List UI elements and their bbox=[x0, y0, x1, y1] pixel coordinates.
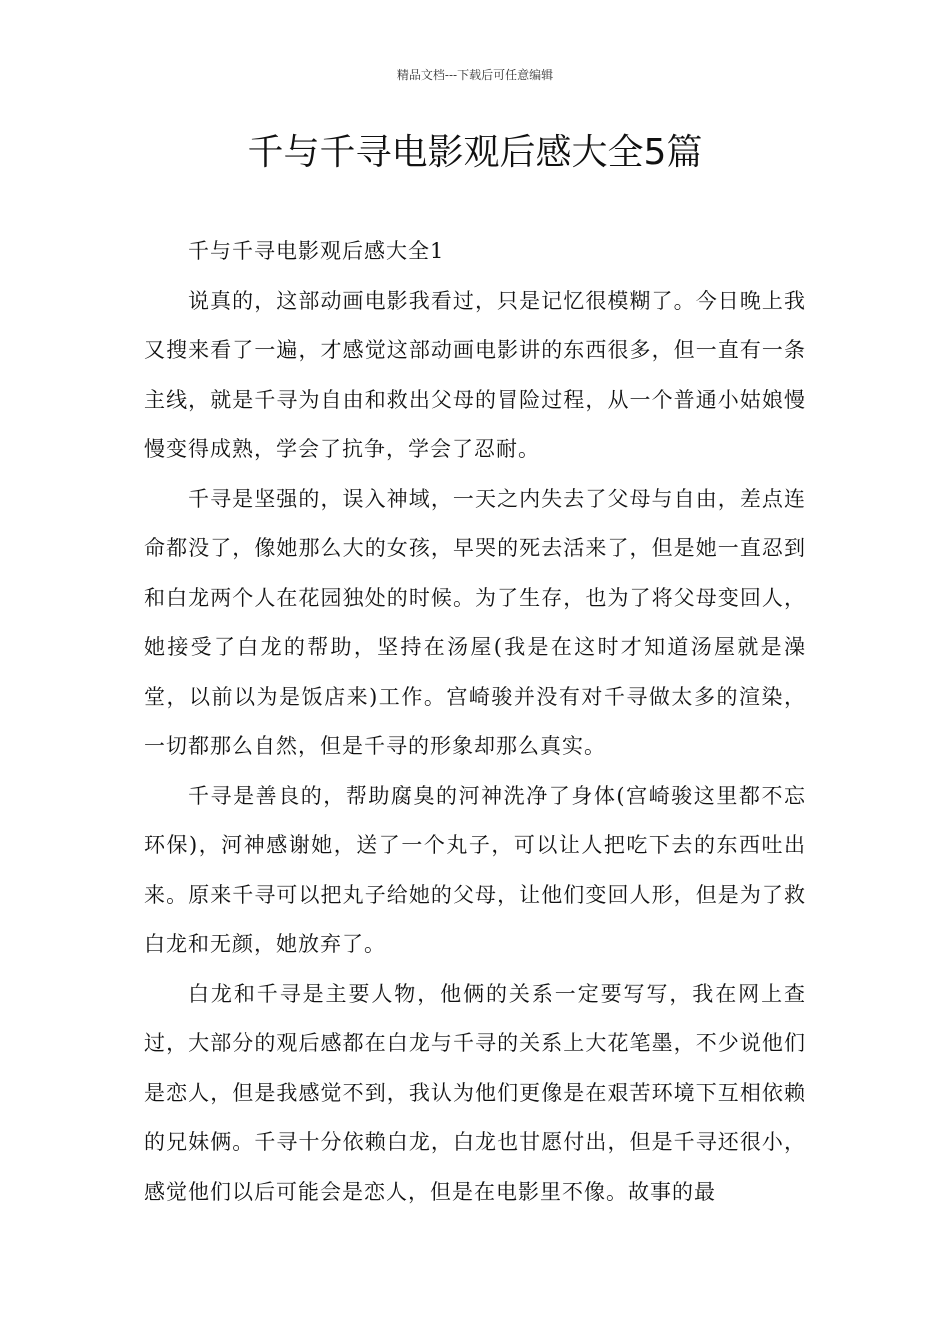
header-note: 精品文档---下载后可任意编辑 bbox=[396, 68, 554, 82]
section-heading: 千与千寻电影观后感大全1 bbox=[188, 239, 445, 263]
paragraph: 千寻是善良的，帮助腐臭的河神洗净了身体(宫崎骏这里都不忘环保)，河神感谢她，送了一个丸子，可以让人把吃下去的东西吐出来。原来千寻可以把丸子给她的父母，让他们变回人形，但是为了救白龙和无颜，她放弃了。 bbox=[144, 783, 806, 956]
paragraph: 白龙和千寻是主要人物，他俩的关系一定要写写，我在网上查过，大部分的观后感都在白龙与千寻的关系上大花笔墨，不少说他们是恋人，但是我感觉不到，我认为他们更像是在艰苦环境下互相依赖的兄妹俩。千寻十分依赖白龙，白龙也甘愿付出，但是千寻还很小，感觉他们以后可能会是恋人，但是在电影里不像。故事的最 bbox=[144, 981, 806, 1204]
paragraph: 说真的，这部动画电影我看过，只是记忆很模糊了。今日晚上我又搜来看了一遍，才感觉这部动画电影讲的东西很多，但一直有一条主线，就是千寻为自由和救出父母的冒险过程，从一个普通小姑娘慢慢变得成熟，学会了抗争，学会了忍耐。 bbox=[144, 288, 806, 461]
document-title: 千与千寻电影观后感大全5篇 bbox=[247, 132, 703, 173]
document-body bbox=[144, 227, 806, 1217]
paragraph: 千寻是坚强的，误入神域，一天之内失去了父母与自由，差点连命都没了，像她那么大的女孩，早哭的死去活来了，但是她一直忍到和白龙两个人在花园独处的时候。为了生存，也为了将父母变回人，她接受了白龙的帮助，坚持在汤屋(我是在这时才知道汤屋就是澡堂，以前以为是饭店来)工作。宫崎骏并没有对千寻做太多的渲染，一切都那么自然，但是千寻的形象却那么真实。 bbox=[144, 486, 806, 758]
